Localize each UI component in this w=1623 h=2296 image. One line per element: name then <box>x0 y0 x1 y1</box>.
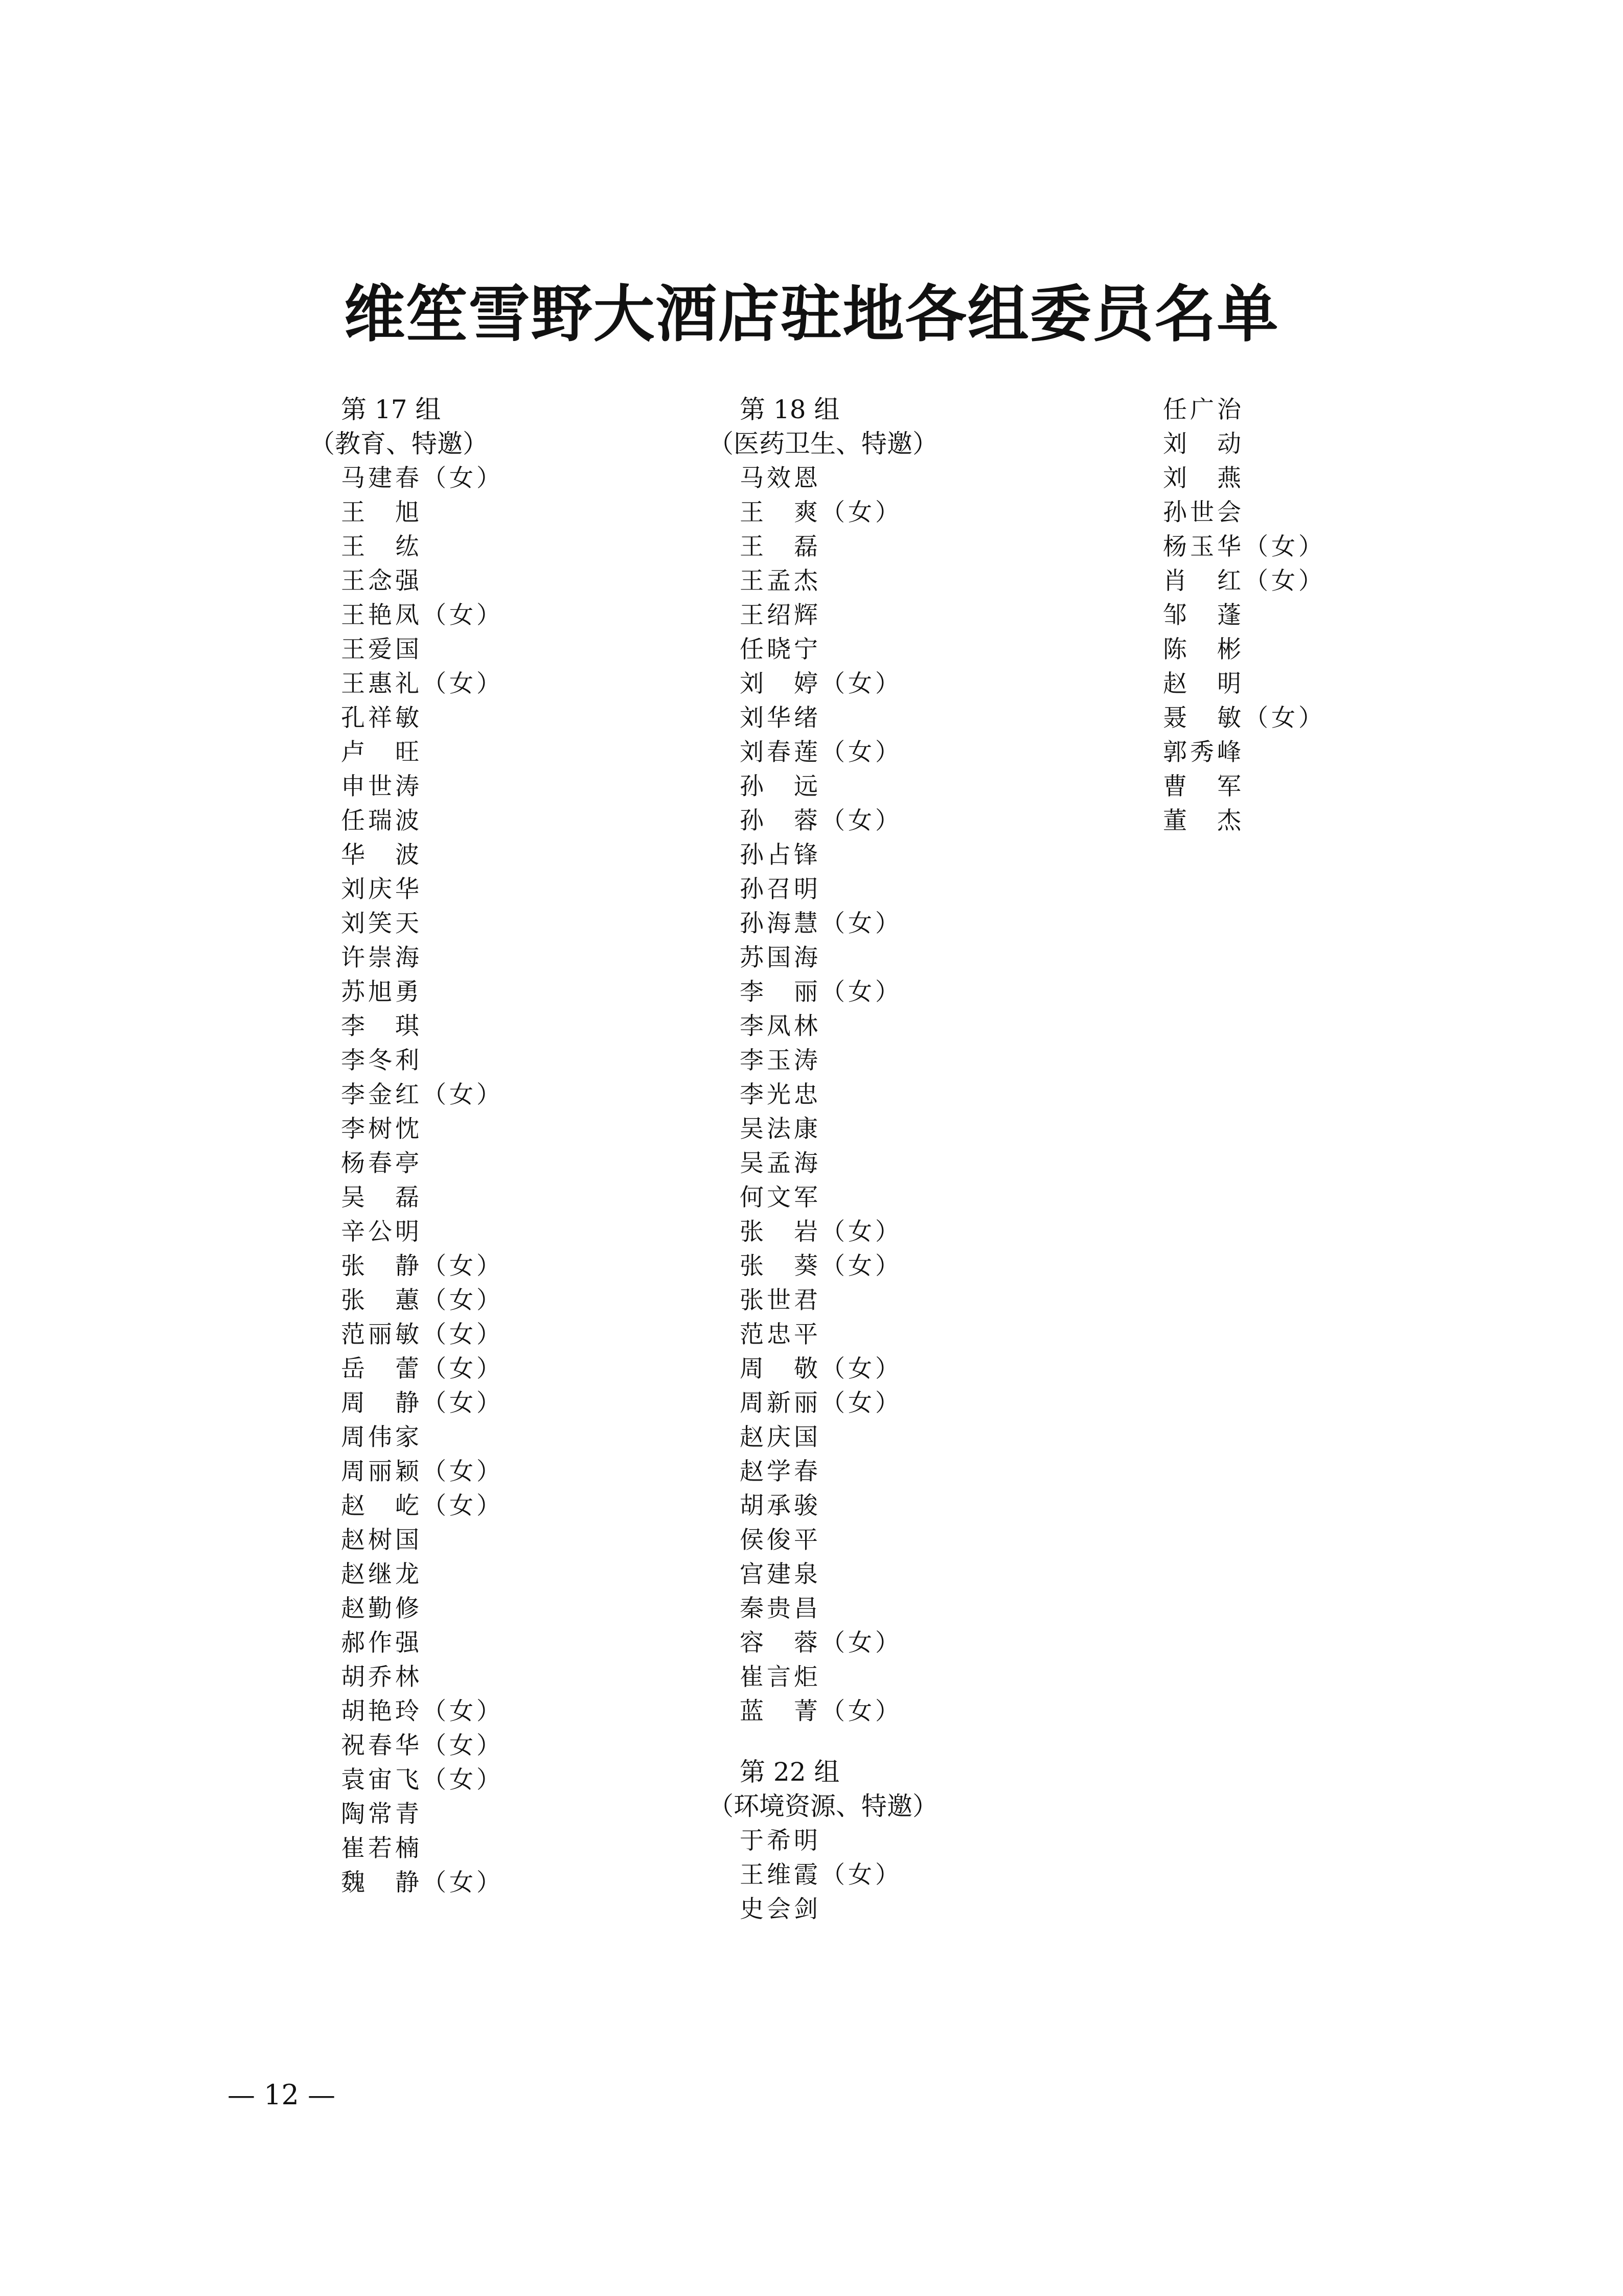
member-name: 郝作强 <box>341 1629 422 1657</box>
member-name: 陈 彬 <box>1163 635 1244 664</box>
column-group-17 <box>309 393 728 1900</box>
member-name: 苏国海 <box>740 944 821 972</box>
member-name: 胡承骏 <box>740 1492 821 1520</box>
group-18-name: 第 18 组 <box>740 395 840 424</box>
member-name: 肖 红（女） <box>1163 567 1325 595</box>
member-name: 刘春莲（女） <box>740 738 902 766</box>
member-name: 周 静（女） <box>341 1389 504 1417</box>
member-name: 李 丽（女） <box>740 978 902 1006</box>
member-name: 赵庆国 <box>740 1423 821 1451</box>
member-name: 岳 蕾（女） <box>341 1355 504 1383</box>
member-name: 孙海慧（女） <box>740 910 902 938</box>
member-name: 赵 屹（女） <box>341 1492 504 1520</box>
member-name: 史会剑 <box>740 1895 821 1923</box>
member-name: 王爱国 <box>341 635 422 664</box>
member-name: 任瑞波 <box>341 807 422 835</box>
member-name: 申世涛 <box>341 772 422 801</box>
member-name: 赵 明 <box>1163 670 1244 698</box>
member-name: 刘笑天 <box>341 910 422 938</box>
member-name: 李凤林 <box>740 1012 821 1040</box>
member-name: 陶常青 <box>341 1800 422 1828</box>
member-name: 许崇海 <box>341 944 422 972</box>
member-name: 任广治 <box>1163 396 1244 424</box>
page-title: 维笙雪野大酒店驻地各组委员名单 <box>344 278 1279 350</box>
member-name: 聂 敏（女） <box>1163 704 1325 732</box>
member-name: 崔若楠 <box>341 1834 422 1862</box>
member-name: 胡乔林 <box>341 1663 422 1691</box>
group-17-member-list <box>309 461 728 1900</box>
member-name: 华 波 <box>341 841 422 869</box>
member-name: 范忠平 <box>740 1321 821 1349</box>
member-name: 李冬利 <box>341 1047 422 1075</box>
member-name: 王绍辉 <box>740 601 821 629</box>
member-name: 吴孟海 <box>740 1149 821 1177</box>
member-name: 孙占锋 <box>740 841 821 869</box>
member-name: 张世君 <box>740 1286 821 1314</box>
member-name: 李玉涛 <box>740 1047 821 1075</box>
member-name: 秦贵昌 <box>740 1595 821 1623</box>
member-name: 李金红（女） <box>341 1081 504 1109</box>
group-22-name: 第 22 组 <box>740 1757 840 1787</box>
member-name: 王 纮 <box>341 533 422 561</box>
member-name: 胡艳玲（女） <box>341 1697 504 1725</box>
member-name: 周 敬（女） <box>740 1355 902 1383</box>
member-name: 张 岩（女） <box>740 1218 902 1246</box>
member-name: 于希明 <box>740 1827 821 1855</box>
group-17-name: 第 17 组 <box>341 395 441 424</box>
member-name: 周丽颖（女） <box>341 1458 504 1486</box>
member-name: 王维霞（女） <box>740 1861 902 1889</box>
member-name: 赵继龙 <box>341 1560 422 1588</box>
page-number: — 12 — <box>227 2079 336 2111</box>
member-name: 王念强 <box>341 567 422 595</box>
member-name: 孙 远 <box>740 772 821 801</box>
member-name: 邹 蓬 <box>1163 601 1244 629</box>
member-name: 刘华绪 <box>740 704 821 732</box>
member-name: 周伟家 <box>341 1423 422 1451</box>
group-22-member-list <box>708 1824 1127 1926</box>
column-continuation <box>1163 393 1521 838</box>
member-name: 周新丽（女） <box>740 1389 902 1417</box>
member-name: 马建春（女） <box>341 464 504 492</box>
member-name: 何文军 <box>740 1184 821 1212</box>
member-name: 卢 旺 <box>341 738 422 766</box>
member-name: 王孟杰 <box>740 567 821 595</box>
member-name: 李 琪 <box>341 1012 422 1040</box>
member-name: 容 蓉（女） <box>740 1629 902 1657</box>
continuation-member-list <box>1163 393 1521 838</box>
group-spacer <box>708 1729 1127 1755</box>
member-name: 宫建泉 <box>740 1560 821 1588</box>
member-name: 张 蕙（女） <box>341 1286 504 1314</box>
member-name: 孔祥敏 <box>341 704 422 732</box>
member-name: 侯俊平 <box>740 1526 821 1554</box>
member-name: 赵勤修 <box>341 1595 422 1623</box>
member-name: 赵学春 <box>740 1458 821 1486</box>
member-name: 王 爽（女） <box>740 498 902 527</box>
member-name: 辛公明 <box>341 1218 422 1246</box>
member-name: 赵树国 <box>341 1526 422 1554</box>
member-name: 孙召明 <box>740 875 821 903</box>
member-name: 吴法康 <box>740 1115 821 1143</box>
member-name: 董 杰 <box>1163 807 1244 835</box>
member-name: 孙 蓉（女） <box>740 807 902 835</box>
member-name: 王 磊 <box>740 533 821 561</box>
member-name: 王惠礼（女） <box>341 670 504 698</box>
member-name: 魏 静（女） <box>341 1869 504 1897</box>
member-name: 蓝 菁（女） <box>740 1697 902 1725</box>
member-name: 祝春华（女） <box>341 1732 504 1760</box>
member-name: 崔言炬 <box>740 1663 821 1691</box>
member-name: 刘 婷（女） <box>740 670 902 698</box>
member-name: 李光忠 <box>740 1081 821 1109</box>
member-name: 杨春亭 <box>341 1149 422 1177</box>
member-name: 张 静（女） <box>341 1252 504 1280</box>
member-name: 李树忱 <box>341 1115 422 1143</box>
group-22-category: （环境资源、特邀） <box>708 1791 938 1821</box>
member-name: 范丽敏（女） <box>341 1321 504 1349</box>
member-name: 马效恩 <box>740 464 821 492</box>
column-group-18-22 <box>708 393 1127 1926</box>
member-name: 袁宙飞（女） <box>341 1766 504 1794</box>
group-18-member-list <box>708 461 1127 1729</box>
member-name: 刘庆华 <box>341 875 422 903</box>
member-name: 张 葵（女） <box>740 1252 902 1280</box>
member-name: 吴 磊 <box>341 1184 422 1212</box>
member-name: 孙世会 <box>1163 498 1244 527</box>
member-name: 任晓宁 <box>740 635 821 664</box>
member-name: 苏旭勇 <box>341 978 422 1006</box>
member-name: 刘 燕 <box>1163 464 1244 492</box>
member-name: 王 旭 <box>341 498 422 527</box>
member-name: 曹 军 <box>1163 772 1244 801</box>
group-18-category: （医药卫生、特邀） <box>708 429 938 459</box>
member-name: 杨玉华（女） <box>1163 533 1325 561</box>
member-name: 郭秀峰 <box>1163 738 1244 766</box>
member-name: 刘 动 <box>1163 430 1244 458</box>
group-17-category: （教育、特邀） <box>309 429 488 459</box>
member-name: 王艳凤（女） <box>341 601 504 629</box>
